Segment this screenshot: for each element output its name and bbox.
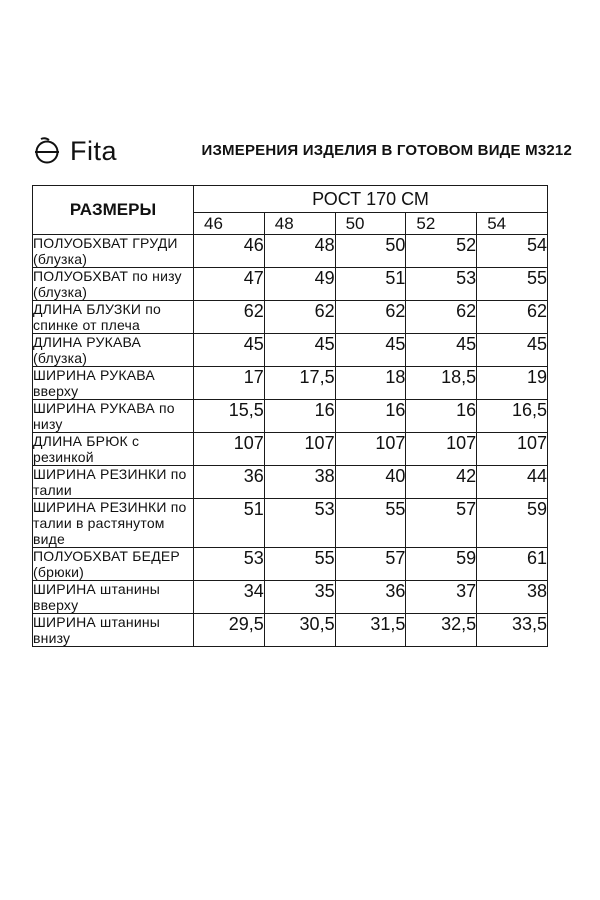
measurement-value: 62: [194, 301, 265, 334]
measurement-value: 42: [406, 466, 477, 499]
measurement-value: 18: [335, 367, 406, 400]
measurement-value: 55: [477, 268, 548, 301]
measurement-value: 30,5: [264, 614, 335, 647]
measurement-value: 32,5: [406, 614, 477, 647]
measurement-value: 40: [335, 466, 406, 499]
table-row: [33, 268, 548, 301]
measurement-value: 61: [477, 548, 548, 581]
measurement-label: ШИРИНА РЕЗИНКИ по талии в растянутом виде: [33, 499, 194, 548]
sizes-header: РАЗМЕРЫ: [33, 186, 194, 235]
measurement-value: 45: [194, 334, 265, 367]
measurement-value: 107: [477, 433, 548, 466]
measurement-value: 62: [264, 301, 335, 334]
measurement-value: 38: [264, 466, 335, 499]
page-header: [32, 128, 572, 174]
measurement-value: 54: [477, 235, 548, 268]
measurement-value: 107: [264, 433, 335, 466]
size-header: 50: [335, 213, 406, 235]
fita-logo-icon: [32, 136, 62, 166]
measurement-value: 34: [194, 581, 265, 614]
table-row: [33, 334, 548, 367]
measurement-label: ПОЛУОБХВАТ БЕДЕР (брюки): [33, 548, 194, 581]
measurement-value: 57: [335, 548, 406, 581]
measurement-value: 16: [264, 400, 335, 433]
measurement-value: 36: [194, 466, 265, 499]
measurement-value: 107: [406, 433, 477, 466]
measurement-value: 33,5: [477, 614, 548, 647]
measurement-value: 16: [406, 400, 477, 433]
measurement-value: 45: [335, 334, 406, 367]
measurement-value: 59: [406, 548, 477, 581]
height-header: РОСТ 170 СМ: [194, 186, 548, 213]
measurement-value: 17,5: [264, 367, 335, 400]
measurement-label: ШИРИНА штанины вверху: [33, 581, 194, 614]
measurement-value: 45: [406, 334, 477, 367]
measurement-value: 19: [477, 367, 548, 400]
measurement-label: ПОЛУОБХВАТ ГРУДИ (блузка): [33, 235, 194, 268]
measurement-value: 55: [335, 499, 406, 548]
brand-logo: [32, 136, 117, 166]
table-row: [33, 235, 548, 268]
measurement-value: 47: [194, 268, 265, 301]
measurement-value: 46: [194, 235, 265, 268]
table-row: [33, 548, 548, 581]
table-row: [33, 400, 548, 433]
measurement-value: 53: [406, 268, 477, 301]
size-header: 46: [194, 213, 265, 235]
measurement-value: 18,5: [406, 367, 477, 400]
measurement-value: 31,5: [335, 614, 406, 647]
measurement-value: 57: [406, 499, 477, 548]
measurement-value: 59: [477, 499, 548, 548]
measurement-value: 45: [264, 334, 335, 367]
table-header-row: [33, 186, 548, 213]
measurement-label: ШИРИНА РУКАВА по низу: [33, 400, 194, 433]
measurement-value: 51: [335, 268, 406, 301]
table-row: [33, 301, 548, 334]
measurement-label: ДЛИНА БРЮК с резинкой: [33, 433, 194, 466]
measurement-value: 16: [335, 400, 406, 433]
measurement-value: 44: [477, 466, 548, 499]
size-header: 52: [406, 213, 477, 235]
measurement-value: 62: [477, 301, 548, 334]
measurement-value: 35: [264, 581, 335, 614]
measurement-value: 15,5: [194, 400, 265, 433]
measurement-value: 50: [335, 235, 406, 268]
size-chart-table: [32, 185, 548, 647]
measurement-value: 52: [406, 235, 477, 268]
measurement-value: 16,5: [477, 400, 548, 433]
measurement-value: 36: [335, 581, 406, 614]
measurement-value: 51: [194, 499, 265, 548]
measurement-value: 17: [194, 367, 265, 400]
measurement-value: 49: [264, 268, 335, 301]
measurement-value: 107: [335, 433, 406, 466]
measurement-value: 62: [335, 301, 406, 334]
measurement-value: 38: [477, 581, 548, 614]
table-row: [33, 499, 548, 548]
table-row: [33, 367, 548, 400]
measurement-value: 62: [406, 301, 477, 334]
table-body: [33, 235, 548, 647]
measurement-label: ДЛИНА РУКАВА (блузка): [33, 334, 194, 367]
measurement-value: 29,5: [194, 614, 265, 647]
table-row: [33, 581, 548, 614]
table-row: [33, 466, 548, 499]
measurement-value: 48: [264, 235, 335, 268]
measurement-value: 37: [406, 581, 477, 614]
size-header: 54: [477, 213, 548, 235]
measurement-label: ШИРИНА штанины внизу: [33, 614, 194, 647]
table-row: [33, 614, 548, 647]
measurement-label: ДЛИНА БЛУЗКИ по спинке от плеча: [33, 301, 194, 334]
measurement-value: 53: [194, 548, 265, 581]
measurement-label: ШИРИНА РУКАВА вверху: [33, 367, 194, 400]
measurement-value: 45: [477, 334, 548, 367]
measurement-label: ШИРИНА РЕЗИНКИ по талии: [33, 466, 194, 499]
measurement-value: 55: [264, 548, 335, 581]
table-row: [33, 433, 548, 466]
measurement-label: ПОЛУОБХВАТ по низу (блузка): [33, 268, 194, 301]
brand-name: Fita: [70, 136, 118, 166]
measurement-value: 53: [264, 499, 335, 548]
size-header: 48: [264, 213, 335, 235]
measurement-value: 107: [194, 433, 265, 466]
page-title: ИЗМЕРЕНИЯ ИЗДЕЛИЯ В ГОТОВОМ ВИДЕ М3212: [201, 142, 572, 159]
